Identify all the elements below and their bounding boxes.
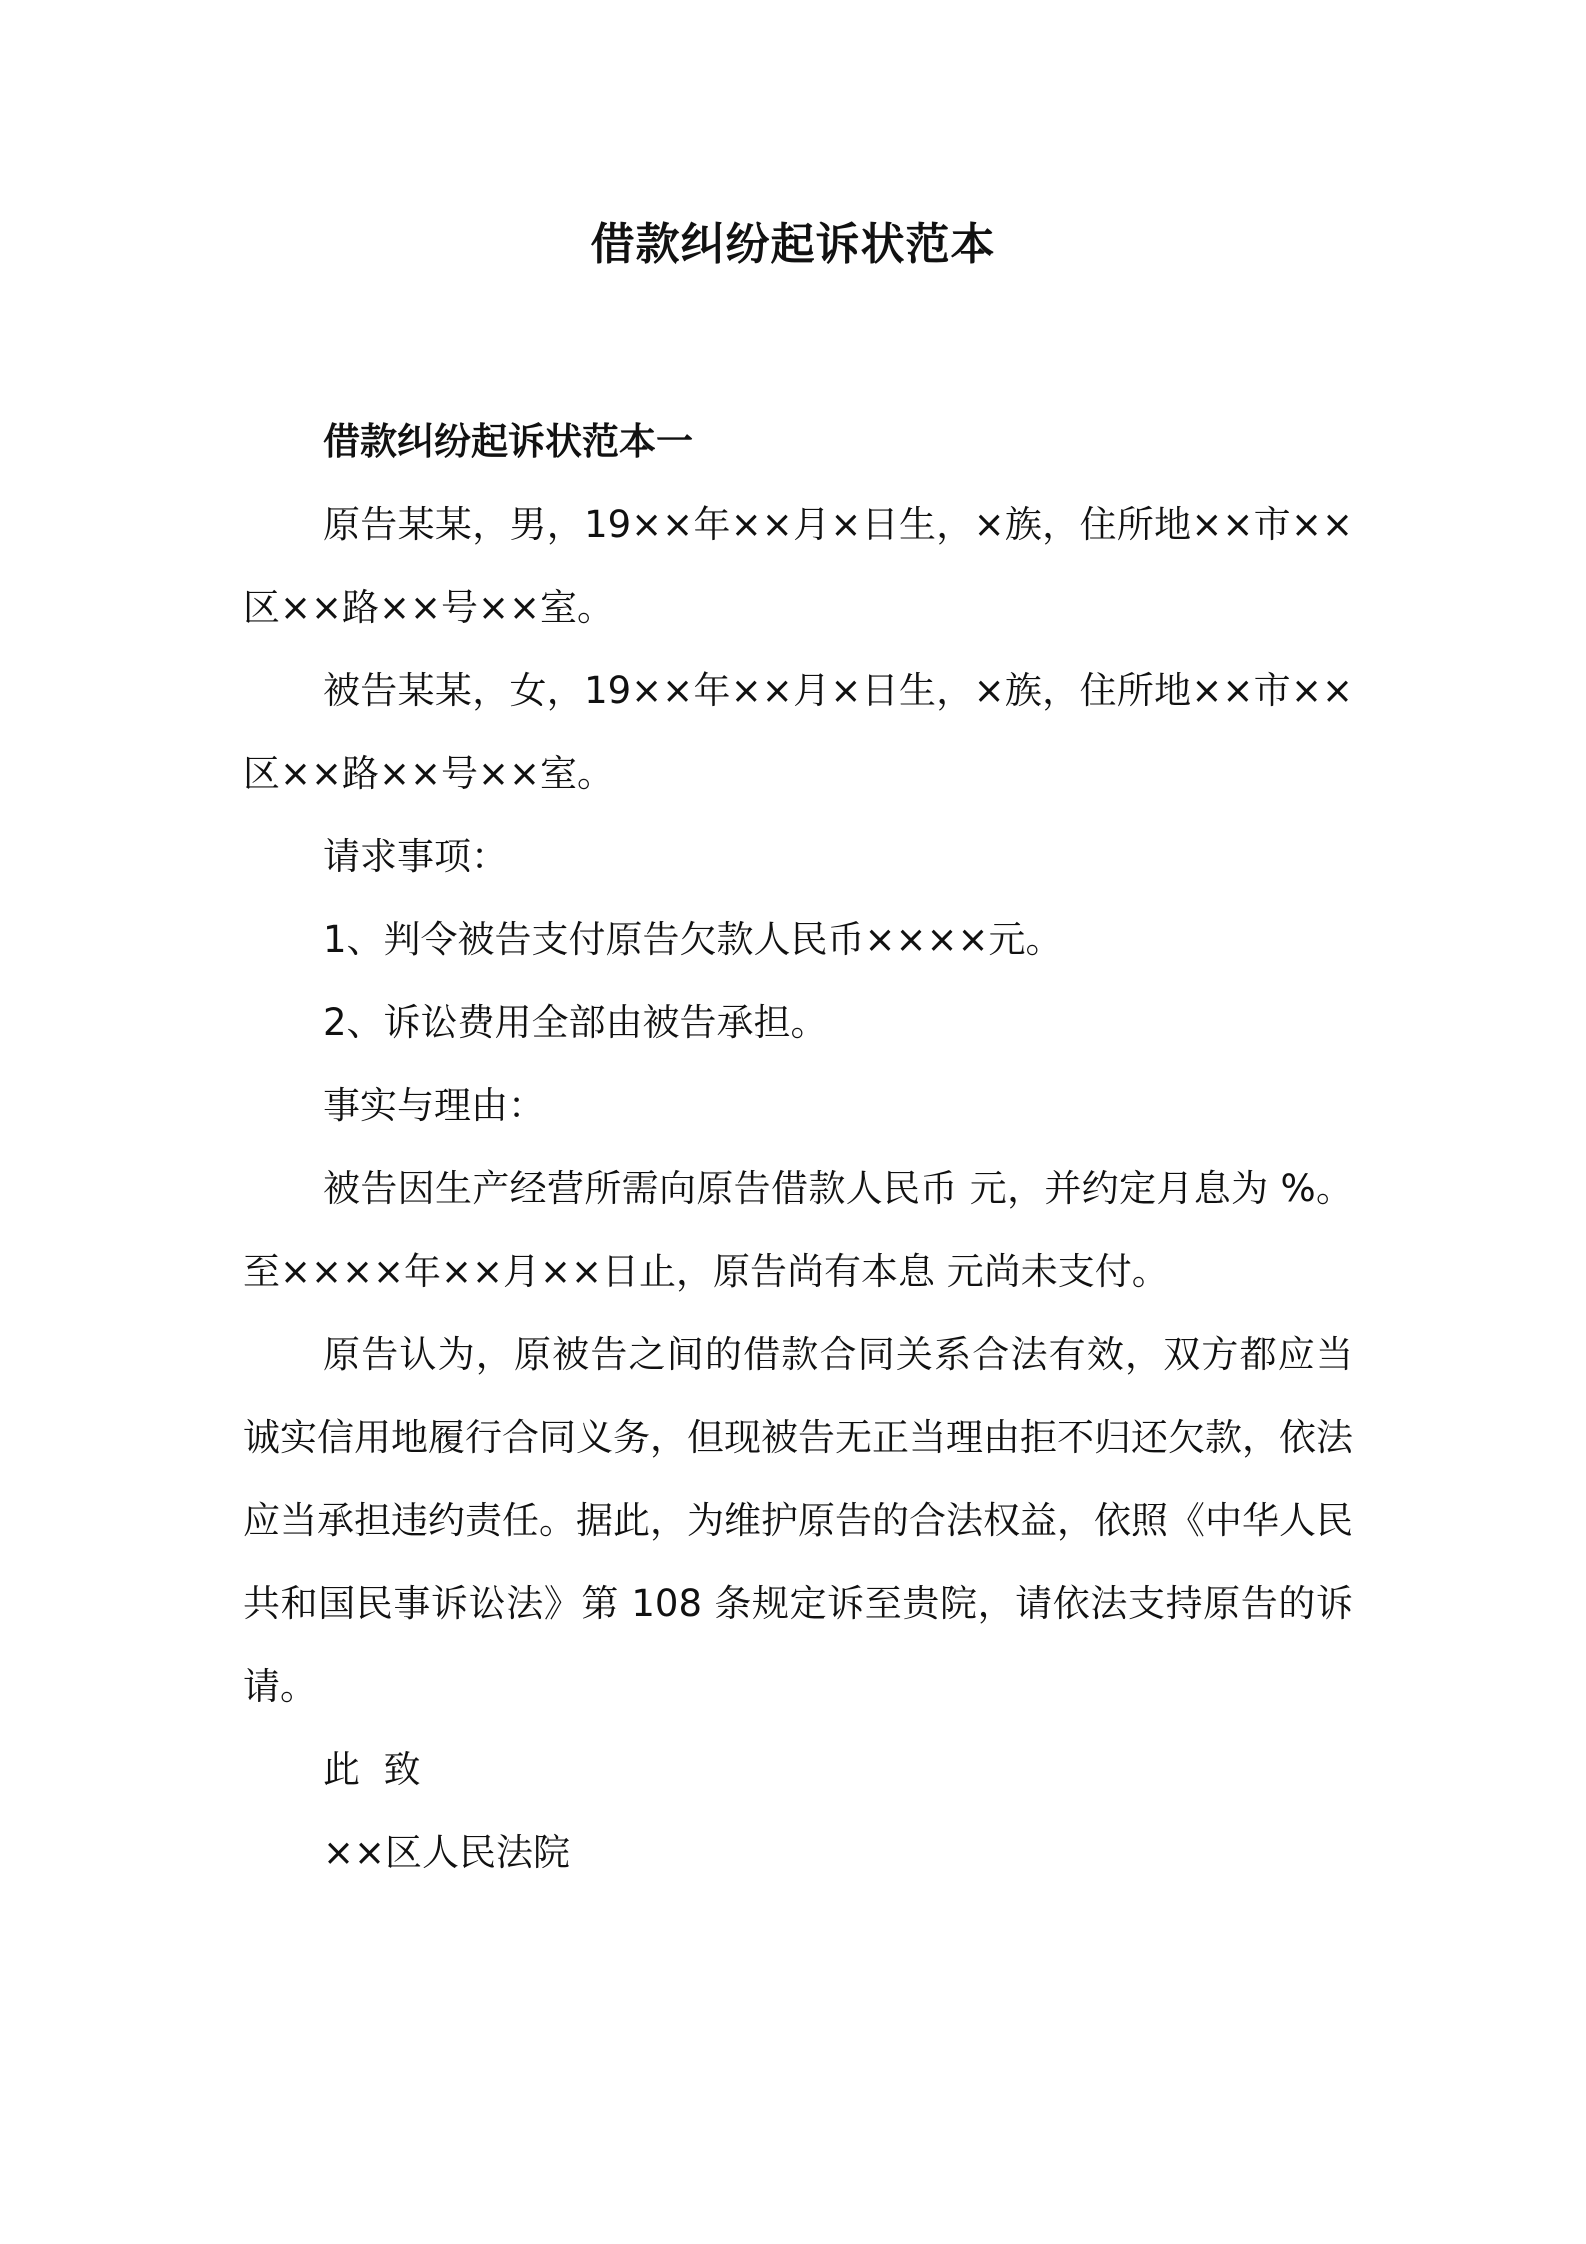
- claims-heading: 请求事项：: [323, 835, 508, 878]
- court-name: ××区人民法院: [323, 1831, 571, 1874]
- plaintiff-info: 原告某某，男，19××年××月×日生，×族，住所地××市××区××路××号××室。: [243, 503, 1353, 629]
- claim-item-2: 2、诉讼费用全部由被告承担。: [323, 1001, 828, 1044]
- section-heading: 借款纠纷起诉状范本一: [323, 420, 693, 463]
- facts-paragraph: 被告因生产经营所需向原告借款人民币 元，并约定月息为 %。至××××年××月××日止，原告尚有本息 元尚未支付。: [243, 1167, 1353, 1293]
- reasons-paragraph: 原告认为，原被告之间的借款合同关系合法有效，双方都应当诚实信用地履行合同义务，但现被告无正当理由拒不归还欠款，依法应当承担违约责任。据此，为维护原告的合法权益，依照《中华人民共和国民事诉讼法》第 108 条规定诉至贵院，请依法支持原告的诉请。: [243, 1333, 1353, 1708]
- salutation: 此 致: [323, 1748, 421, 1791]
- document-body: [243, 400, 1353, 1894]
- facts-heading: 事实与理由：: [323, 1084, 545, 1127]
- defendant-info: 被告某某，女，19××年××月×日生，×族，住所地××市××区××路××号××室。: [243, 669, 1353, 795]
- claim-item-1: 1、判令被告支付原告欠款人民币××××元。: [323, 918, 1063, 961]
- document-title: 借款纠纷起诉状范本: [590, 219, 996, 270]
